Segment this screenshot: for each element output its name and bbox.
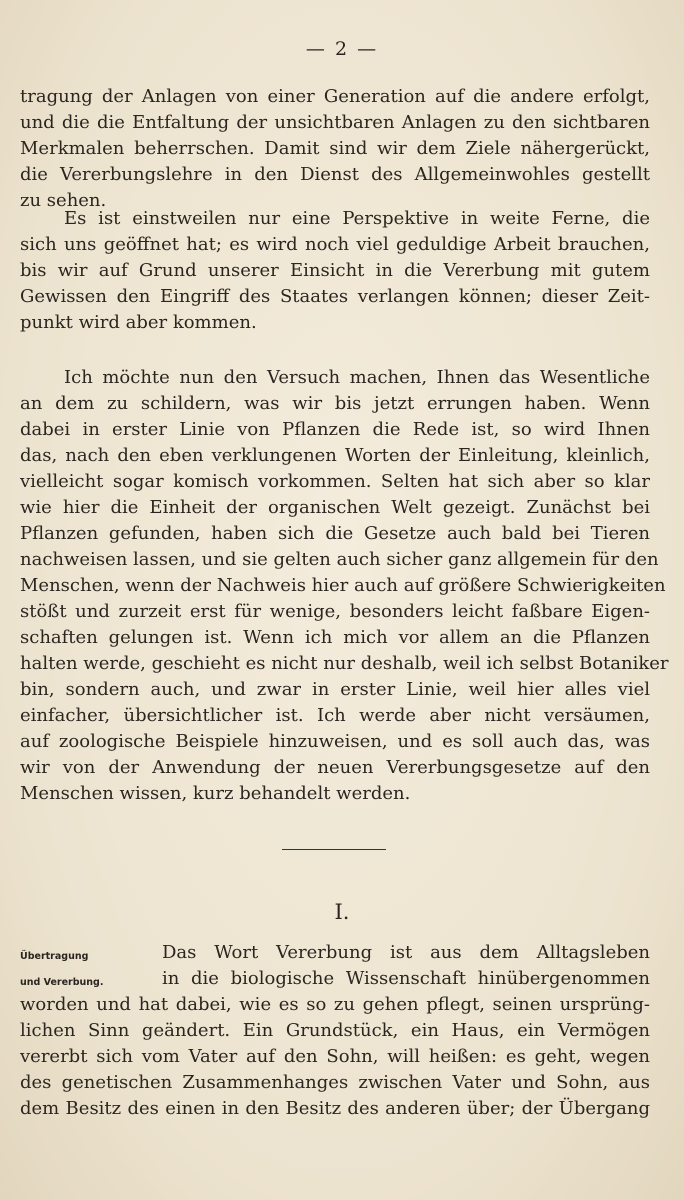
section-number: I.: [334, 900, 350, 924]
text-line: und die die Entfaltung der unsichtbaren Anlagen zu den sichtbaren: [20, 112, 650, 133]
text-line: schaften gelungen ist. Wenn ich mich vor allem an die Pflanzen: [20, 627, 650, 648]
text-line: auf zoologische Beispiele hinzuweisen, und es soll auch das, was: [20, 731, 650, 752]
text-line: Es ist einstweilen nur eine Perspektive in weite Ferne, die: [64, 208, 650, 229]
page-number: — 2 —: [305, 38, 379, 60]
text-line: Menschen wissen, kurz behandelt werden.: [20, 783, 411, 804]
text-line: Ich möchte nun den Versuch machen, Ihnen das Wesentliche: [64, 367, 650, 388]
text-line: worden und hat dabei, wie es so zu gehen pflegt, seinen ursprüng-: [20, 994, 650, 1015]
text-line: dabei in erster Linie von Pflanzen die Rede ist, so wird Ihnen: [20, 419, 650, 440]
section-divider: [282, 849, 386, 850]
text-line: des genetischen Zusammenhanges zwischen Vater und Sohn, aus: [20, 1072, 650, 1093]
text-line: einfacher, übersichtlicher ist. Ich werde aber nicht versäumen,: [20, 705, 650, 726]
intro-paragraph-1: [20, 84, 650, 214]
text-line: bin, sondern auch, und zwar in erster Linie, weil hier alles viel: [20, 679, 650, 700]
text-line: wie hier die Einheit der organischen Welt gezeigt. Zunächst bei: [20, 497, 650, 518]
text-line: dem Besitz des einen in den Besitz des anderen über; der Übergang: [20, 1098, 650, 1119]
text-line: punkt wird aber kommen.: [20, 312, 257, 333]
intro-paragraph-3: [20, 365, 669, 807]
text-line: Merkmalen beherrschen. Damit sind wir dem Ziele nähergerückt,: [20, 138, 650, 159]
text-line: tragung der Anlagen von einer Generation auf die andere erfolgt,: [20, 86, 650, 107]
text-line: halten werde, geschieht es nicht nur deshalb, weil ich selbst Botaniker: [20, 653, 669, 674]
text-line: lichen Sinn geändert. Ein Grundstück, ein Haus, ein Vermögen: [20, 1020, 650, 1041]
text-line: nachweisen lassen, und sie gelten auch sicher ganz allgemein für den: [20, 549, 659, 570]
margin-note-line: Übertragung: [20, 951, 89, 962]
text-line: in die biologische Wissenschaft hinübergenommen: [162, 968, 650, 989]
text-line: die Vererbungslehre in den Dienst des Allgemeinwohles gestellt: [20, 164, 650, 185]
text-line: vielleicht sogar komisch vorkommen. Selten hat sich aber so klar: [20, 471, 650, 492]
text-line: sich uns geöffnet hat; es wird noch viel geduldige Arbeit brauchen,: [20, 234, 650, 255]
text-line: Gewissen den Eingriff des Staates verlangen können; dieser Zeit-: [20, 286, 650, 307]
text-line: vererbt sich vom Vater auf den Sohn, will heißen: es geht, wegen: [20, 1046, 650, 1067]
text-line: stößt und zurzeit erst für wenige, besonders leicht faßbare Eigen-: [20, 601, 650, 622]
text-line: Pflanzen gefunden, haben sich die Gesetze auch bald bei Tieren: [20, 523, 650, 544]
margin-note-line: und Vererbung.: [20, 977, 104, 988]
intro-paragraph-2: [20, 206, 650, 336]
text-line: wir von der Anwendung der neuen Vererbungsgesetze auf den: [20, 757, 650, 778]
text-line: Menschen, wenn der Nachweis hier auch auf größere Schwierigkeiten: [20, 575, 666, 596]
text-line: das, nach den eben verklungenen Worten der Einleitung, kleinlich,: [20, 445, 650, 466]
text-line: bis wir auf Grund unserer Einsicht in die Vererbung mit gutem: [20, 260, 650, 281]
text-line: Das Wort Vererbung ist aus dem Alltagsleben: [162, 942, 650, 963]
section-paragraph-1: [20, 940, 650, 1122]
text-line: an dem zu schildern, was wir bis jetzt errungen haben. Wenn: [20, 393, 650, 414]
text-line: zu sehen.: [20, 190, 107, 211]
